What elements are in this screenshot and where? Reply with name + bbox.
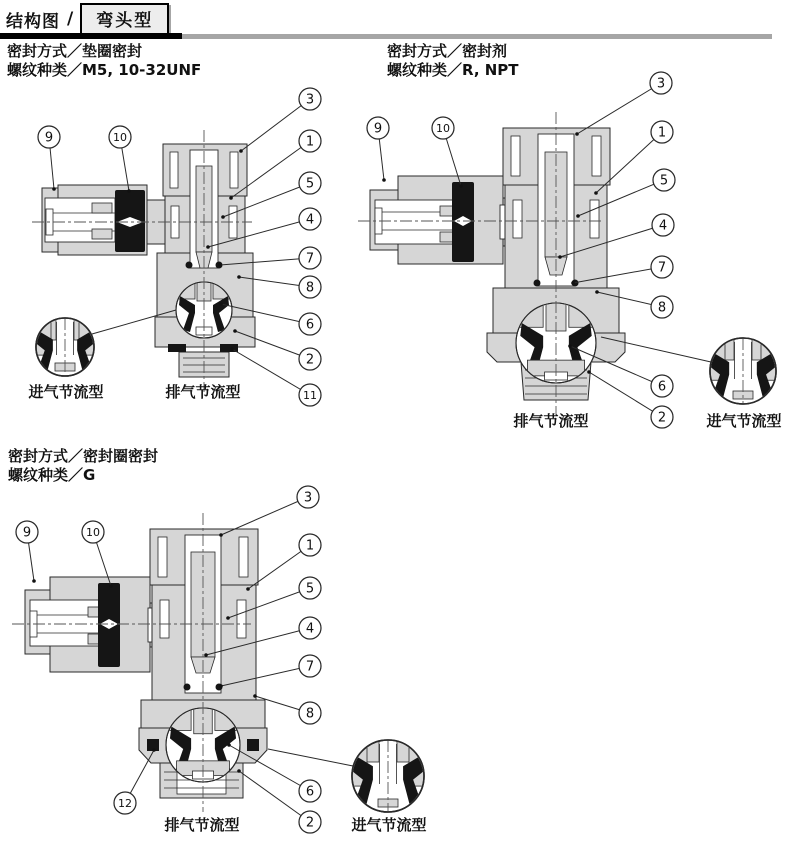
svg-text:12: 12 xyxy=(118,797,132,810)
svg-text:5: 5 xyxy=(305,581,315,597)
svg-text:11: 11 xyxy=(303,389,317,402)
svg-text:3: 3 xyxy=(305,92,315,108)
type-badge: 弯头型 xyxy=(80,3,169,35)
flow-label: 排气节流型 xyxy=(513,412,589,430)
svg-text:9: 9 xyxy=(44,130,54,146)
svg-text:9: 9 xyxy=(22,525,32,541)
svg-text:3: 3 xyxy=(656,76,666,92)
figure-sealant xyxy=(358,72,782,430)
svg-text:10: 10 xyxy=(113,131,127,144)
callout-10 xyxy=(109,126,131,193)
detail-circle-gasket-seal xyxy=(31,310,176,376)
callout-3 xyxy=(219,486,319,537)
flow-label: 进气节流型 xyxy=(28,383,104,401)
svg-text:4: 4 xyxy=(658,218,668,234)
svg-text:5: 5 xyxy=(659,173,669,189)
seal-method-line: 密封方式／垫圈密封 xyxy=(7,42,143,60)
seal-method-line: 密封方式／密封圈密封 xyxy=(8,447,159,465)
svg-text:10: 10 xyxy=(436,122,450,135)
flow-label: 进气节流型 xyxy=(706,412,782,430)
svg-text:8: 8 xyxy=(657,300,667,316)
page-title: 结构图 xyxy=(6,11,60,32)
thread-type-line: 螺纹种类／R, NPT xyxy=(387,61,519,79)
callout-9 xyxy=(367,117,389,182)
svg-text:1: 1 xyxy=(305,134,315,150)
svg-text:4: 4 xyxy=(305,212,315,228)
svg-text:3: 3 xyxy=(303,490,313,506)
svg-text:6: 6 xyxy=(305,784,315,800)
thread-type-line: 螺纹种类／G xyxy=(8,466,96,484)
detail-circle-sealant xyxy=(601,337,781,404)
figure-seal-ring xyxy=(12,486,430,834)
svg-text:7: 7 xyxy=(305,659,315,675)
svg-text:2: 2 xyxy=(305,815,315,831)
svg-text:10: 10 xyxy=(86,526,100,539)
callout-9 xyxy=(38,126,60,191)
svg-text:1: 1 xyxy=(305,538,315,554)
svg-text:2: 2 xyxy=(657,410,667,426)
callout-12 xyxy=(114,748,156,814)
svg-text:6: 6 xyxy=(657,379,667,395)
figure-gasket-seal xyxy=(27,88,321,406)
callout-9 xyxy=(16,521,38,583)
svg-text:5: 5 xyxy=(305,176,315,192)
title-separator: / xyxy=(67,9,74,29)
svg-text:7: 7 xyxy=(657,260,667,276)
svg-text:2: 2 xyxy=(305,352,315,368)
flow-label: 排气节流型 xyxy=(165,383,241,401)
seal-method-line: 密封方式／密封剂 xyxy=(387,42,508,60)
detail-circle-seal-ring xyxy=(268,740,430,812)
flow-label: 进气节流型 xyxy=(351,816,427,834)
svg-text:8: 8 xyxy=(305,706,315,722)
svg-text:8: 8 xyxy=(305,280,315,296)
svg-text:1: 1 xyxy=(657,125,667,141)
svg-text:6: 6 xyxy=(305,317,315,333)
svg-text:7: 7 xyxy=(305,251,315,267)
svg-text:4: 4 xyxy=(305,621,315,637)
svg-text:9: 9 xyxy=(373,121,383,137)
flow-label: 排气节流型 xyxy=(164,816,240,834)
thread-type-line: 螺纹种类／M5, 10-32UNF xyxy=(7,61,202,79)
